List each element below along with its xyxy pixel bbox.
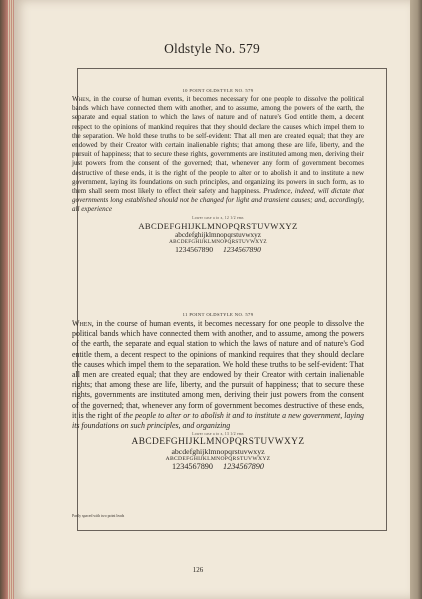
figures-roman: 1234567890 (172, 462, 213, 472)
page-number: 126 (192, 566, 204, 574)
alphabet-lowercase: abcdefghijklmnopqrstuvwxyz (171, 447, 265, 457)
character-count-note: Lower case a to z, 13 1/2 ems (192, 432, 244, 437)
footnote: Partly spaced with two point leads (72, 514, 125, 518)
paragraph-body: , in the course of human events, it becomes necessary for one people to dissolve the political bands which have connected them with another, and to assume, among the powers of the earth, the separate and equal station to which the laws of nature and of nature's God entitle them, a decent respect to the opinions of mankind requires that they should declare the causes which impel them to the separation. We hold these truths to be self-evident: That all men are created equal; that they are endowed by their Creator with certain inalienable rights; that among these are life, liberty, and the pursuit of happiness; that to secure these rights, governments are instituted among men, deriving their just powers from the consent of the governed; that, whenever any form of government becomes destructive of these ends, it is the right of the people to alter or to abolish it and to institute a new government, laying its foundations on such principles, and organizing its powers in such form, as to them shall seem most likely to effect their safety and happiness. (72, 95, 364, 196)
alphabet-lowercase: abcdefghijklmnopqrstuvwxyz (175, 230, 261, 239)
figures-italic: 1234567890 (223, 462, 264, 472)
character-count-note: Lower case a to z, 12 1/2 ems (192, 215, 244, 220)
specimen-label: 10 POINT OLDSTYLE NO. 579 (182, 88, 254, 93)
specimen-paragraph (72, 319, 364, 431)
alphabet-small-caps: ABCDEFGHIJKLMNOPQRSTUVWXYZ (169, 238, 267, 245)
figures-row (72, 245, 364, 254)
specimen-11-point (72, 312, 364, 471)
alphabet-capitals: ABCDEFGHIJKLMNOPQRSTUVWXYZ (138, 220, 298, 231)
running-title: Oldstyle No. 579 (164, 41, 260, 56)
lead-word: When (72, 319, 92, 328)
paragraph-italic: Prudence, indeed, will dictate that governments long established should not be changed for light and transient causes; and, accordingly, all experience (72, 187, 364, 214)
figures-row (72, 462, 364, 471)
figures-italic: 1234567890 (222, 244, 261, 254)
alphabet-capitals: ABCDEFGHIJKLMNOPQRSTUVWXYZ (131, 437, 305, 448)
paragraph-body: , in the course of human events, it becomes necessary for one people to dissolve the political bands which have connected them with another, and to assume, among the powers of the earth, the separate and equal station to which the laws of nature and of nature's God entitle them, a decent respect to the opinions of mankind requires that they should declare the causes which impel them to the separation. We hold these truths to be self-evident: That all men are created equal; that they are endowed by their Creator with certain inalienable rights; that among these are life, liberty, and the pursuit of happiness; that to secure these rights, governments are instituted among men, deriving their just powers from the consent of the governed; that, whenever any form of government becomes destructive of these ends, it is the right of (72, 319, 364, 420)
paragraph-italic: the people to alter or to abolish it and to institute a new government, laying its foundations on such principles, and organizing (72, 410, 364, 431)
figures-roman: 1234567890 (175, 244, 214, 254)
lead-word: When (72, 95, 89, 103)
alphabet-small-caps: ABCDEFGHIJKLMNOPQRSTUVWXYZ (165, 456, 271, 463)
specimen-paragraph (72, 95, 364, 215)
specimen-label: 11 POINT OLDSTYLE NO. 579 (182, 312, 254, 317)
facing-page-edge (410, 0, 422, 599)
specimen-10-point (72, 88, 364, 254)
